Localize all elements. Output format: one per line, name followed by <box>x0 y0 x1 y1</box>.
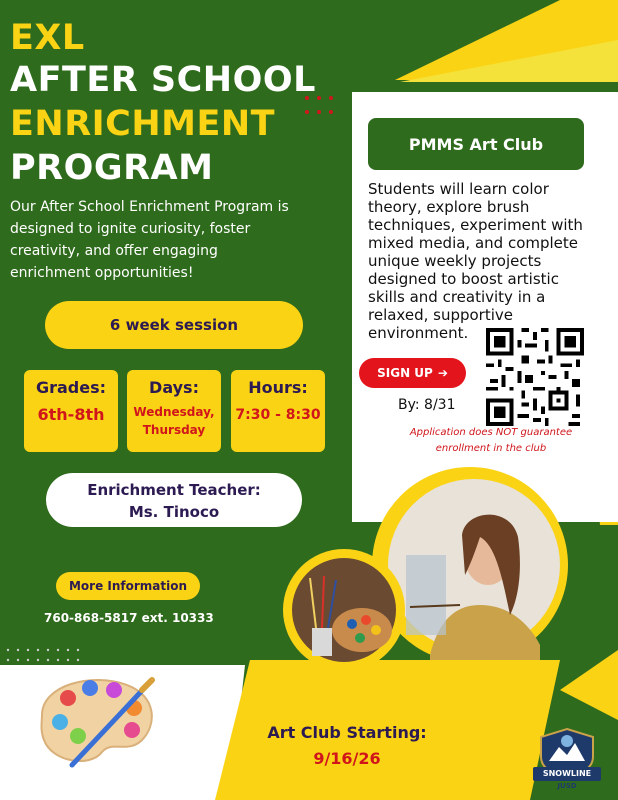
logo-text: SNOWLINE <box>533 767 601 781</box>
paint-palette-icon <box>32 670 162 770</box>
qr-code[interactable] <box>486 328 584 426</box>
title-after-school: AFTER SCHOOL <box>10 60 316 100</box>
start-date: 9/16/26 <box>313 749 381 768</box>
signup-label: SIGN UP <box>377 366 433 380</box>
title-exl: EXL <box>10 18 85 58</box>
hours-label: Hours: <box>248 378 308 397</box>
grades-value: 6th-8th <box>37 405 105 424</box>
palette-photo <box>282 548 406 672</box>
days-box <box>127 370 221 452</box>
snowline-logo <box>533 727 601 795</box>
club-description: Students will learn color theory, explore brush techniques, experiment with mixed media, and complete unique weekly projects designed to boost artistic skills and creativity in a relaxed, supportive environment. <box>368 180 583 342</box>
teacher-pill <box>46 473 302 527</box>
disclaimer-text: Application does NOT guarantee enrollment in the club <box>409 427 573 454</box>
grades-box <box>24 370 118 452</box>
teacher-label: Enrichment Teacher: <box>87 481 261 499</box>
title-enrichment: ENRICHMENT <box>10 104 276 144</box>
grades-label: Grades: <box>35 378 107 397</box>
deadline-text: By: 8/31 <box>398 397 456 413</box>
session-pill: 6 week session <box>45 301 303 349</box>
more-information-button[interactable]: More Information <box>56 572 200 600</box>
club-title: PMMS Art Club <box>368 118 584 170</box>
intro-text: Our After School Enrichment Program is designed to ignite curiosity, foster creativity, and offer engaging enrichment opportunities! <box>10 199 289 281</box>
logo-subtext: JUSD <box>557 782 577 790</box>
days-value-2: Thursday <box>142 423 206 437</box>
hours-value: 7:30 - 8:30 <box>235 407 321 423</box>
days-label: Days: <box>149 378 199 397</box>
title-program: PROGRAM <box>10 148 214 188</box>
start-label: Art Club Starting: <box>267 723 427 742</box>
hours-box <box>231 370 325 452</box>
signup-button[interactable] <box>359 358 466 388</box>
arrow-right-icon: ➔ <box>437 366 448 380</box>
teacher-name: Ms. Tinoco <box>128 503 220 521</box>
phone-number: 760-868-5817 ext. 10333 <box>44 611 214 625</box>
days-value-1: Wednesday, <box>133 405 215 419</box>
